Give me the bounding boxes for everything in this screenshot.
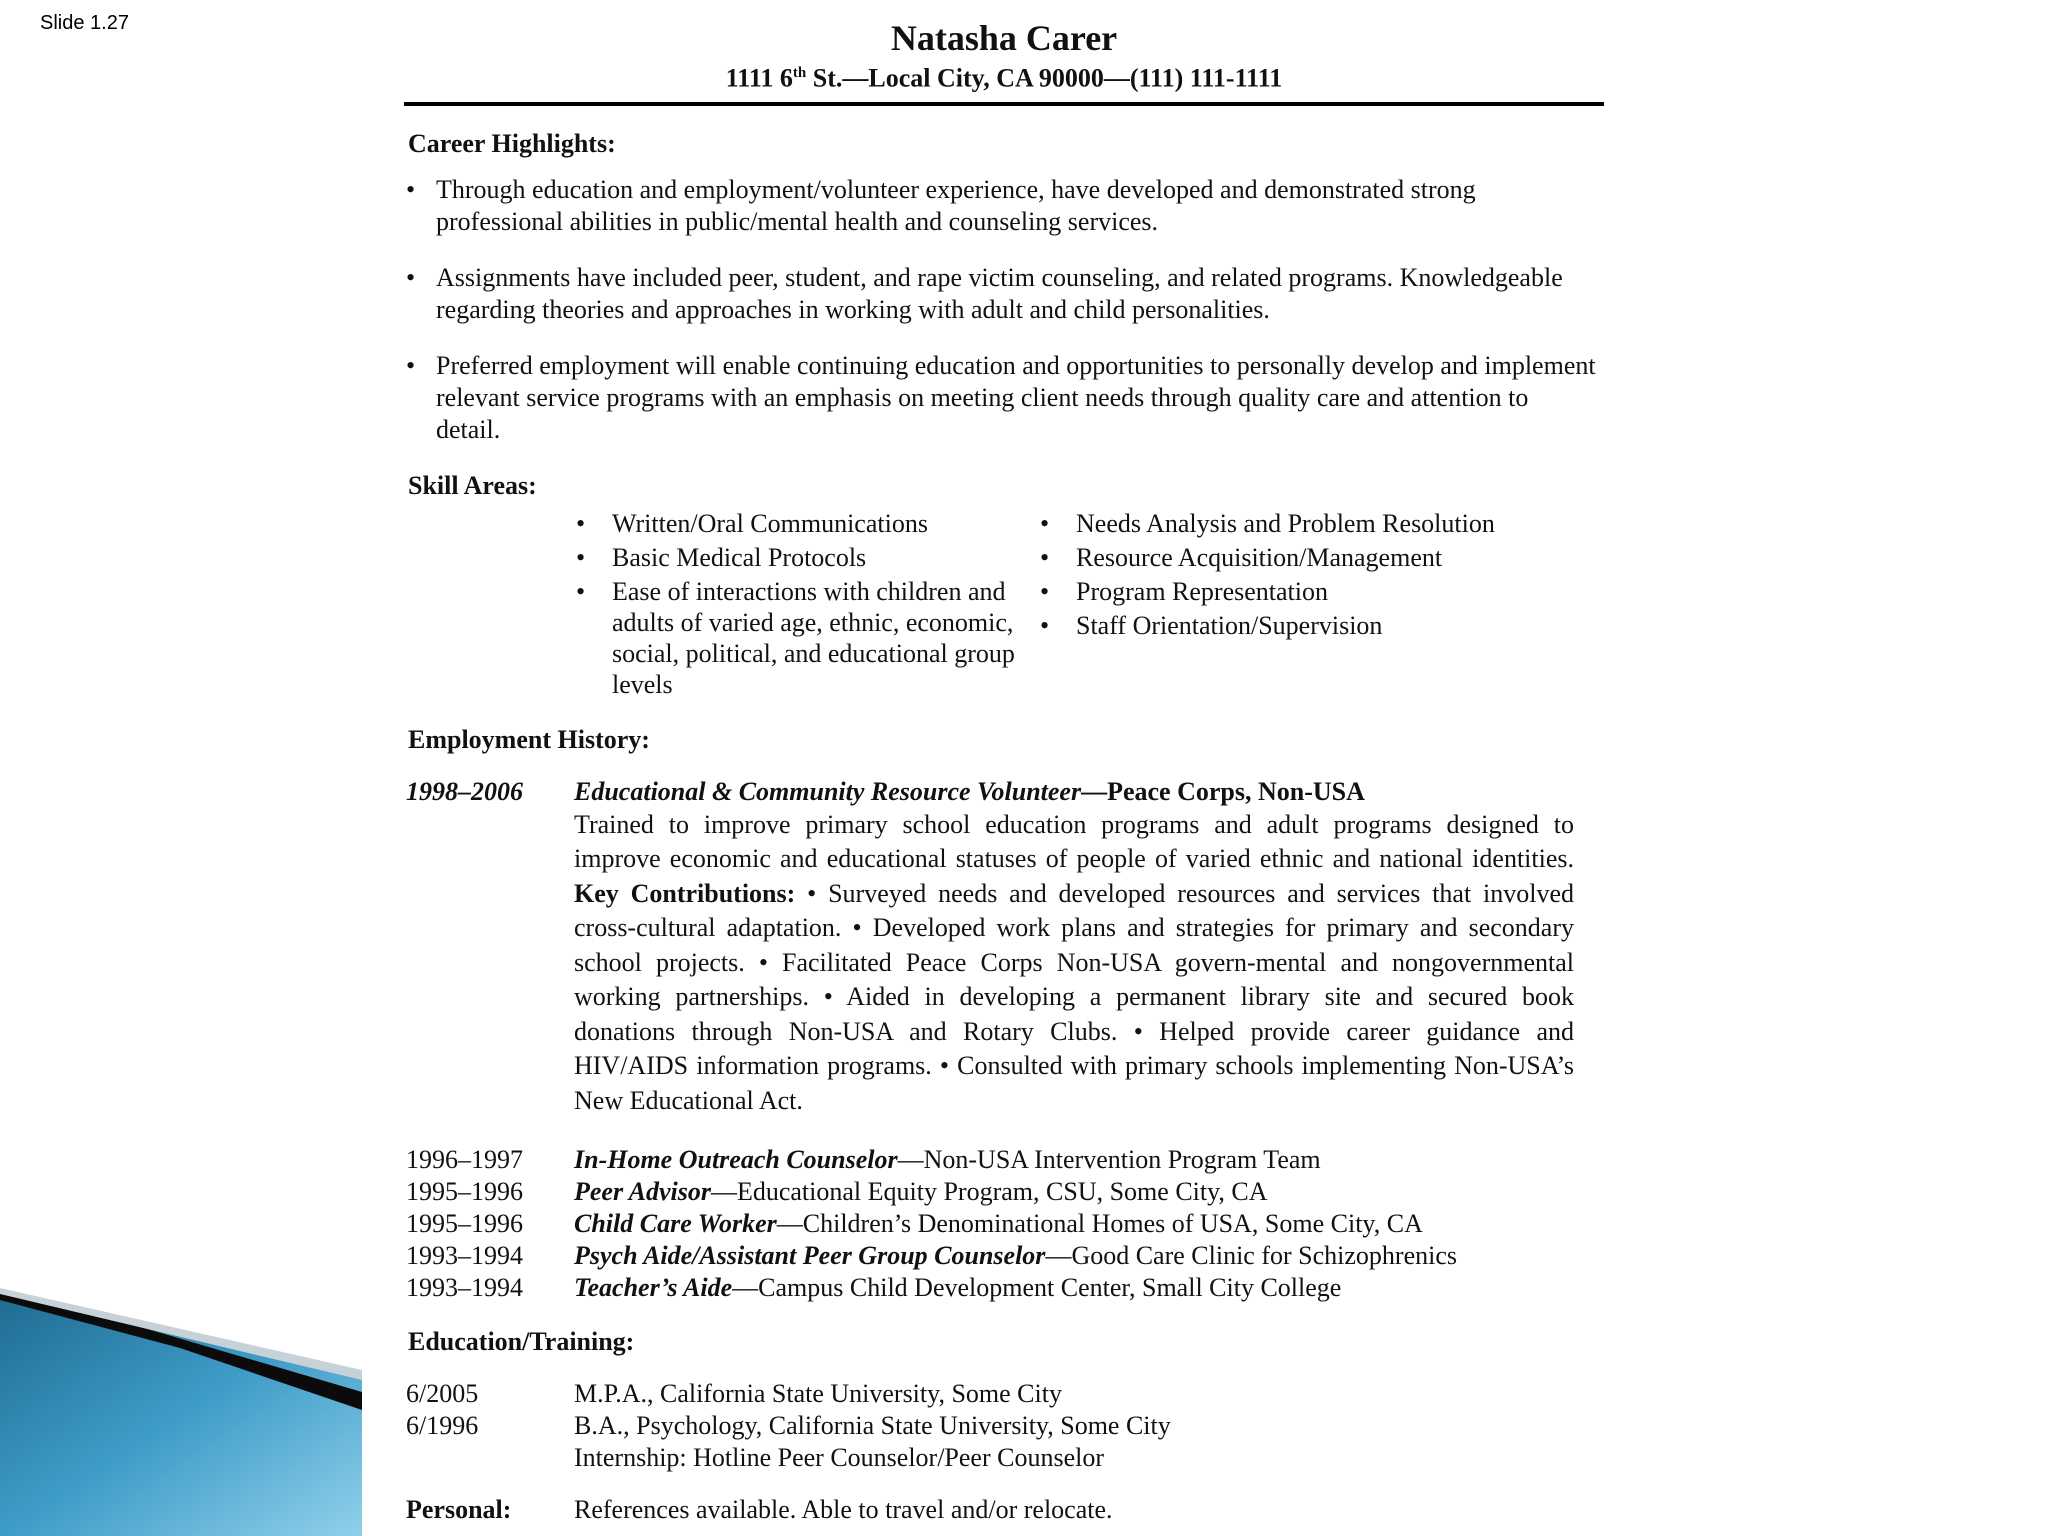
job-entry-main bbox=[404, 776, 1604, 1119]
list-item: • Preferred employment will enable continuing education and opportunities to personally develop and implement relevant service programs with an emphasis on meeting client needs through quality care and attention to detail. bbox=[404, 350, 1598, 446]
header-rule bbox=[404, 102, 1604, 106]
job-years: 1998–2006 bbox=[406, 776, 523, 806]
section-title-education: Education/Training: bbox=[408, 1327, 635, 1357]
list-item: • Basic Medical Protocols bbox=[572, 542, 1036, 574]
key-contributions-label: Key Contributions: bbox=[574, 878, 796, 908]
list-item: • Resource Acquisition/Management bbox=[1036, 542, 1576, 574]
personal-text: References available. Able to travel and/or relocate. bbox=[574, 1495, 1113, 1525]
job-org: —Good Care Clinic for Schizophrenics bbox=[1045, 1241, 1458, 1271]
education-row bbox=[404, 1410, 1604, 1442]
job-row bbox=[404, 1272, 1604, 1304]
education-text: B.A., Psychology, California State University, Some City bbox=[574, 1411, 1171, 1441]
job-heading bbox=[574, 1144, 1321, 1176]
list-item: • Staff Orientation/Supervision bbox=[1036, 610, 1576, 642]
job-title: In-Home Outreach Counselor bbox=[574, 1145, 898, 1175]
list-item: • Written/Oral Communications bbox=[572, 508, 1036, 540]
section-title-skill-areas: Skill Areas: bbox=[408, 470, 537, 500]
section-title-career-highlights: Career Highlights: bbox=[408, 128, 616, 158]
job-body bbox=[574, 776, 1574, 1119]
education-row bbox=[404, 1442, 1604, 1474]
job-description bbox=[574, 808, 1574, 1119]
address-superscript: th bbox=[792, 65, 807, 81]
skills-column-2 bbox=[1036, 508, 1576, 702]
personal-label: Personal: bbox=[406, 1495, 512, 1525]
education-text: Internship: Hotline Peer Counselor/Peer Counselor bbox=[574, 1443, 1105, 1473]
list-item: • Ease of interactions with children and adults of varied age, ethnic, economic, social, political, and educational group levels bbox=[572, 576, 1036, 700]
job-org: —Educational Equity Program, CSU, Some City, CA bbox=[710, 1177, 1268, 1207]
job-row bbox=[404, 1144, 1604, 1176]
job-heading bbox=[574, 776, 1574, 808]
career-highlights-list bbox=[404, 174, 1604, 446]
job-title: Educational & Community Resource Volunteer bbox=[574, 776, 1082, 806]
list-item: • Assignments have included peer, student, and rape victim counseling, and related programs. Knowledgeable regarding theories and approaches in working with adult and child personalities. bbox=[404, 262, 1598, 326]
job-org: —Campus Child Development Center, Small City College bbox=[732, 1273, 1342, 1303]
job-org: —Peace Corps, Non-USA bbox=[1081, 776, 1365, 806]
list-item: • Needs Analysis and Problem Resolution bbox=[1036, 508, 1576, 540]
education-list bbox=[404, 1378, 1604, 1474]
job-title: Psych Aide/Assistant Peer Group Counselor bbox=[574, 1241, 1046, 1271]
job-description-contributions: • Surveyed needs and developed resources and services that involved cross-cultural adaptation. • Developed work plans and strategies for primary and secondary school projects. • Facilitated Peace Corps Non-USA govern-mental and nongovernmental working partnerships. • Aided in developing a permanent library site and secured book donations through Non-USA and Rotary Clubs. • Helped provide career guidance and HIV/AIDS information programs. • Consulted with primary schools implementing Non-USA’s New Educational Act. bbox=[574, 878, 1575, 1115]
job-org: —Children’s Denominational Homes of USA, Some City, CA bbox=[776, 1209, 1423, 1239]
job-row bbox=[404, 1176, 1604, 1208]
resume-address bbox=[404, 58, 1604, 94]
job-years: 1995–1996 bbox=[406, 1177, 523, 1207]
list-item: • Through education and employment/volunteer experience, have developed and demonstrated strong professional abilities in public/mental health and counseling services. bbox=[404, 174, 1598, 238]
education-date bbox=[404, 1442, 574, 1474]
address-part: St.—Local City, CA 90000—(111) 111-1111 bbox=[806, 63, 1283, 93]
job-years: 1996–1997 bbox=[406, 1145, 523, 1175]
job-heading bbox=[574, 1240, 1457, 1272]
section-title-employment-history: Employment History: bbox=[408, 724, 650, 754]
job-years: 1993–1994 bbox=[406, 1273, 523, 1303]
job-row bbox=[404, 1240, 1604, 1272]
personal-section bbox=[404, 1494, 1604, 1526]
job-heading bbox=[574, 1272, 1341, 1304]
job-description-intro: Trained to improve primary school education programs and adult programs designed to improve economic and educational statuses of people of varied ethnic and national identities. bbox=[574, 809, 1574, 874]
job-years: 1993–1994 bbox=[406, 1241, 523, 1271]
job-heading bbox=[574, 1176, 1268, 1208]
resume-name: Natasha Carer bbox=[890, 18, 1118, 58]
resume-document bbox=[404, 0, 1604, 1526]
education-row bbox=[404, 1378, 1604, 1410]
list-item: • Program Representation bbox=[1036, 576, 1576, 608]
job-list bbox=[404, 1144, 1604, 1304]
job-row bbox=[404, 1208, 1604, 1240]
education-text: M.P.A., California State University, Some City bbox=[574, 1379, 1062, 1409]
job-title: Child Care Worker bbox=[574, 1209, 777, 1239]
job-org: —Non-USA Intervention Program Team bbox=[897, 1145, 1321, 1175]
job-title: Peer Advisor bbox=[574, 1177, 711, 1207]
job-years: 1995–1996 bbox=[406, 1209, 523, 1239]
education-date: 6/2005 bbox=[406, 1379, 479, 1409]
skill-areas bbox=[572, 508, 1604, 702]
job-title: Teacher’s Aide bbox=[574, 1273, 733, 1303]
education-date: 6/1996 bbox=[406, 1411, 479, 1441]
skills-column-1 bbox=[572, 508, 1036, 702]
address-part: 1111 6 bbox=[725, 63, 793, 93]
job-heading bbox=[574, 1208, 1423, 1240]
slide-number: Slide 1.27 bbox=[40, 12, 129, 34]
